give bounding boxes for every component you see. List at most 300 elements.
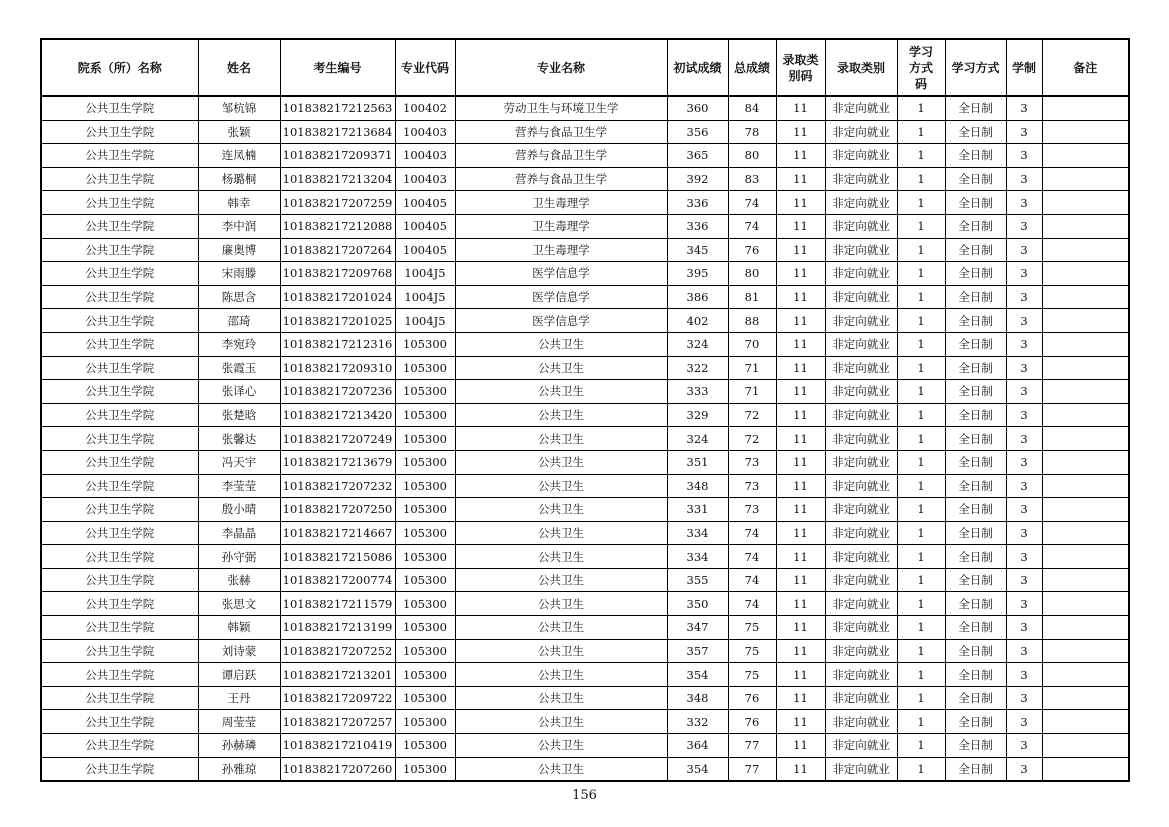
cell-exam-id: 101838217211579 bbox=[280, 592, 395, 616]
cell-study-mode-code: 1 bbox=[897, 380, 945, 404]
cell-study-mode: 全日制 bbox=[945, 356, 1006, 380]
cell-admission-type-code: 11 bbox=[776, 639, 825, 663]
cell-duration: 3 bbox=[1006, 734, 1042, 758]
cell-exam-id: 101838217212316 bbox=[280, 332, 395, 356]
cell-admission-type: 非定向就业 bbox=[825, 686, 897, 710]
cell-study-mode-code: 1 bbox=[897, 710, 945, 734]
cell-department: 公共卫生学院 bbox=[41, 568, 198, 592]
cell-major-code: 100405 bbox=[395, 191, 455, 215]
cell-total-score: 73 bbox=[728, 474, 776, 498]
cell-major-name: 卫生毒理学 bbox=[455, 191, 667, 215]
cell-total-score: 72 bbox=[728, 427, 776, 451]
cell-admission-type-code: 11 bbox=[776, 356, 825, 380]
cell-admission-type-code: 11 bbox=[776, 96, 825, 120]
cell-admission-type-code: 11 bbox=[776, 144, 825, 168]
cell-study-mode-code: 1 bbox=[897, 356, 945, 380]
cell-exam-id: 101838217207250 bbox=[280, 498, 395, 522]
cell-study-mode: 全日制 bbox=[945, 96, 1006, 120]
cell-initial-score: 351 bbox=[667, 450, 728, 474]
cell-admission-type-code: 11 bbox=[776, 734, 825, 758]
cell-total-score: 88 bbox=[728, 309, 776, 333]
cell-duration: 3 bbox=[1006, 521, 1042, 545]
cell-name: 孙守弼 bbox=[198, 545, 280, 569]
cell-name: 李中润 bbox=[198, 214, 280, 238]
cell-major-name: 卫生毒理学 bbox=[455, 214, 667, 238]
cell-major-code: 105300 bbox=[395, 474, 455, 498]
cell-duration: 3 bbox=[1006, 167, 1042, 191]
cell-department: 公共卫生学院 bbox=[41, 285, 198, 309]
cell-study-mode: 全日制 bbox=[945, 757, 1006, 781]
table-row bbox=[41, 285, 1129, 309]
cell-name: 张馨达 bbox=[198, 427, 280, 451]
cell-major-name: 医学信息学 bbox=[455, 309, 667, 333]
cell-remarks bbox=[1042, 380, 1129, 404]
cell-major-code: 105300 bbox=[395, 403, 455, 427]
cell-study-mode: 全日制 bbox=[945, 167, 1006, 191]
cell-name: 李莹莹 bbox=[198, 474, 280, 498]
cell-duration: 3 bbox=[1006, 144, 1042, 168]
cell-major-code: 105300 bbox=[395, 686, 455, 710]
cell-study-mode-code: 1 bbox=[897, 403, 945, 427]
cell-major-code: 105300 bbox=[395, 663, 455, 687]
cell-duration: 3 bbox=[1006, 96, 1042, 120]
cell-initial-score: 345 bbox=[667, 238, 728, 262]
cell-remarks bbox=[1042, 710, 1129, 734]
cell-study-mode-code: 1 bbox=[897, 120, 945, 144]
cell-study-mode-code: 1 bbox=[897, 332, 945, 356]
cell-remarks bbox=[1042, 332, 1129, 356]
cell-remarks bbox=[1042, 356, 1129, 380]
cell-admission-type: 非定向就业 bbox=[825, 592, 897, 616]
cell-remarks bbox=[1042, 568, 1129, 592]
cell-name: 韩颖 bbox=[198, 616, 280, 640]
cell-major-name: 公共卫生 bbox=[455, 356, 667, 380]
cell-remarks bbox=[1042, 592, 1129, 616]
cell-total-score: 76 bbox=[728, 686, 776, 710]
cell-study-mode-code: 1 bbox=[897, 545, 945, 569]
cell-remarks bbox=[1042, 663, 1129, 687]
cell-major-code: 105300 bbox=[395, 521, 455, 545]
cell-study-mode-code: 1 bbox=[897, 474, 945, 498]
cell-study-mode: 全日制 bbox=[945, 403, 1006, 427]
cell-major-name: 公共卫生 bbox=[455, 427, 667, 451]
cell-duration: 3 bbox=[1006, 191, 1042, 215]
header-row bbox=[41, 39, 1129, 96]
cell-major-name: 医学信息学 bbox=[455, 285, 667, 309]
cell-admission-type: 非定向就业 bbox=[825, 545, 897, 569]
cell-duration: 3 bbox=[1006, 592, 1042, 616]
column-header-major-name: 专业名称 bbox=[455, 39, 667, 96]
cell-major-name: 公共卫生 bbox=[455, 734, 667, 758]
cell-admission-type: 非定向就业 bbox=[825, 285, 897, 309]
cell-major-name: 公共卫生 bbox=[455, 592, 667, 616]
cell-total-score: 75 bbox=[728, 663, 776, 687]
cell-initial-score: 364 bbox=[667, 734, 728, 758]
cell-department: 公共卫生学院 bbox=[41, 498, 198, 522]
cell-duration: 3 bbox=[1006, 639, 1042, 663]
cell-major-code: 100405 bbox=[395, 238, 455, 262]
column-header-admission-type: 录取类别 bbox=[825, 39, 897, 96]
cell-name: 宋雨滕 bbox=[198, 262, 280, 286]
cell-total-score: 80 bbox=[728, 262, 776, 286]
cell-major-name: 公共卫生 bbox=[455, 474, 667, 498]
cell-initial-score: 350 bbox=[667, 592, 728, 616]
cell-initial-score: 324 bbox=[667, 332, 728, 356]
cell-name: 陈思含 bbox=[198, 285, 280, 309]
column-header-major-code: 专业代码 bbox=[395, 39, 455, 96]
cell-major-name: 营养与食品卫生学 bbox=[455, 144, 667, 168]
cell-study-mode-code: 1 bbox=[897, 568, 945, 592]
cell-study-mode-code: 1 bbox=[897, 427, 945, 451]
cell-study-mode-code: 1 bbox=[897, 285, 945, 309]
cell-initial-score: 347 bbox=[667, 616, 728, 640]
cell-study-mode: 全日制 bbox=[945, 545, 1006, 569]
cell-major-code: 105300 bbox=[395, 568, 455, 592]
column-header-duration: 学制 bbox=[1006, 39, 1042, 96]
cell-admission-type-code: 11 bbox=[776, 521, 825, 545]
cell-major-code: 105300 bbox=[395, 450, 455, 474]
cell-name: 连凤楠 bbox=[198, 144, 280, 168]
cell-duration: 3 bbox=[1006, 356, 1042, 380]
column-header-study-mode-code: 学习方式码 bbox=[897, 39, 945, 96]
cell-name: 冯天宇 bbox=[198, 450, 280, 474]
column-header-exam-id: 考生编号 bbox=[280, 39, 395, 96]
cell-exam-id: 101838217213204 bbox=[280, 167, 395, 191]
table-row bbox=[41, 356, 1129, 380]
cell-department: 公共卫生学院 bbox=[41, 663, 198, 687]
cell-admission-type: 非定向就业 bbox=[825, 214, 897, 238]
cell-major-code: 105300 bbox=[395, 380, 455, 404]
cell-total-score: 75 bbox=[728, 639, 776, 663]
table-row bbox=[41, 96, 1129, 120]
cell-study-mode: 全日制 bbox=[945, 592, 1006, 616]
cell-duration: 3 bbox=[1006, 214, 1042, 238]
cell-major-code: 105300 bbox=[395, 734, 455, 758]
cell-major-name: 公共卫生 bbox=[455, 521, 667, 545]
cell-initial-score: 360 bbox=[667, 96, 728, 120]
cell-admission-type-code: 11 bbox=[776, 120, 825, 144]
cell-admission-type: 非定向就业 bbox=[825, 238, 897, 262]
cell-name: 李晶晶 bbox=[198, 521, 280, 545]
table-row bbox=[41, 521, 1129, 545]
cell-major-name: 公共卫生 bbox=[455, 639, 667, 663]
cell-study-mode-code: 1 bbox=[897, 592, 945, 616]
cell-total-score: 76 bbox=[728, 238, 776, 262]
table-row bbox=[41, 167, 1129, 191]
cell-duration: 3 bbox=[1006, 380, 1042, 404]
cell-admission-type-code: 11 bbox=[776, 545, 825, 569]
cell-major-name: 公共卫生 bbox=[455, 686, 667, 710]
cell-department: 公共卫生学院 bbox=[41, 144, 198, 168]
cell-remarks bbox=[1042, 214, 1129, 238]
table-row bbox=[41, 568, 1129, 592]
cell-admission-type-code: 11 bbox=[776, 380, 825, 404]
cell-major-name: 公共卫生 bbox=[455, 663, 667, 687]
cell-admission-type: 非定向就业 bbox=[825, 96, 897, 120]
cell-admission-type-code: 11 bbox=[776, 332, 825, 356]
cell-admission-type: 非定向就业 bbox=[825, 167, 897, 191]
cell-major-name: 公共卫生 bbox=[455, 616, 667, 640]
cell-major-name: 公共卫生 bbox=[455, 710, 667, 734]
cell-name: 孙赫璘 bbox=[198, 734, 280, 758]
cell-major-code: 1004J5 bbox=[395, 262, 455, 286]
admission-list-sheet bbox=[40, 38, 1128, 782]
cell-study-mode: 全日制 bbox=[945, 144, 1006, 168]
cell-duration: 3 bbox=[1006, 238, 1042, 262]
cell-admission-type: 非定向就业 bbox=[825, 332, 897, 356]
cell-name: 殷小晴 bbox=[198, 498, 280, 522]
cell-remarks bbox=[1042, 734, 1129, 758]
cell-department: 公共卫生学院 bbox=[41, 545, 198, 569]
cell-study-mode: 全日制 bbox=[945, 474, 1006, 498]
cell-major-name: 营养与食品卫生学 bbox=[455, 167, 667, 191]
cell-exam-id: 101838217209768 bbox=[280, 262, 395, 286]
cell-major-code: 105300 bbox=[395, 427, 455, 451]
cell-name: 谭启跃 bbox=[198, 663, 280, 687]
cell-initial-score: 392 bbox=[667, 167, 728, 191]
cell-study-mode-code: 1 bbox=[897, 96, 945, 120]
cell-major-name: 公共卫生 bbox=[455, 545, 667, 569]
cell-study-mode-code: 1 bbox=[897, 262, 945, 286]
cell-department: 公共卫生学院 bbox=[41, 686, 198, 710]
cell-remarks bbox=[1042, 120, 1129, 144]
cell-admission-type: 非定向就业 bbox=[825, 427, 897, 451]
cell-department: 公共卫生学院 bbox=[41, 450, 198, 474]
cell-admission-type: 非定向就业 bbox=[825, 521, 897, 545]
cell-major-name: 劳动卫生与环境卫生学 bbox=[455, 96, 667, 120]
cell-department: 公共卫生学院 bbox=[41, 356, 198, 380]
table-row bbox=[41, 120, 1129, 144]
cell-duration: 3 bbox=[1006, 262, 1042, 286]
cell-study-mode-code: 1 bbox=[897, 309, 945, 333]
cell-major-code: 100403 bbox=[395, 167, 455, 191]
cell-name: 张楚晗 bbox=[198, 403, 280, 427]
cell-admission-type: 非定向就业 bbox=[825, 309, 897, 333]
cell-major-name: 公共卫生 bbox=[455, 403, 667, 427]
cell-admission-type: 非定向就业 bbox=[825, 639, 897, 663]
cell-initial-score: 356 bbox=[667, 120, 728, 144]
cell-exam-id: 101838217212563 bbox=[280, 96, 395, 120]
cell-remarks bbox=[1042, 450, 1129, 474]
cell-department: 公共卫生学院 bbox=[41, 757, 198, 781]
cell-study-mode-code: 1 bbox=[897, 167, 945, 191]
cell-department: 公共卫生学院 bbox=[41, 262, 198, 286]
table-row bbox=[41, 474, 1129, 498]
cell-study-mode: 全日制 bbox=[945, 332, 1006, 356]
cell-exam-id: 101838217209722 bbox=[280, 686, 395, 710]
cell-total-score: 74 bbox=[728, 521, 776, 545]
cell-study-mode: 全日制 bbox=[945, 734, 1006, 758]
cell-exam-id: 101838217201024 bbox=[280, 285, 395, 309]
cell-admission-type-code: 11 bbox=[776, 309, 825, 333]
cell-remarks bbox=[1042, 167, 1129, 191]
cell-major-name: 公共卫生 bbox=[455, 450, 667, 474]
cell-exam-id: 101838217213201 bbox=[280, 663, 395, 687]
table-row bbox=[41, 238, 1129, 262]
table-row bbox=[41, 214, 1129, 238]
cell-exam-id: 101838217213420 bbox=[280, 403, 395, 427]
cell-initial-score: 336 bbox=[667, 191, 728, 215]
cell-initial-score: 334 bbox=[667, 545, 728, 569]
cell-admission-type-code: 11 bbox=[776, 262, 825, 286]
cell-name: 韩幸 bbox=[198, 191, 280, 215]
cell-department: 公共卫生学院 bbox=[41, 616, 198, 640]
cell-duration: 3 bbox=[1006, 757, 1042, 781]
cell-initial-score: 348 bbox=[667, 686, 728, 710]
cell-department: 公共卫生学院 bbox=[41, 167, 198, 191]
column-header-remarks: 备注 bbox=[1042, 39, 1129, 96]
column-header-study-mode: 学习方式 bbox=[945, 39, 1006, 96]
cell-study-mode: 全日制 bbox=[945, 380, 1006, 404]
cell-study-mode-code: 1 bbox=[897, 521, 945, 545]
cell-exam-id: 101838217207252 bbox=[280, 639, 395, 663]
cell-department: 公共卫生学院 bbox=[41, 120, 198, 144]
cell-total-score: 76 bbox=[728, 710, 776, 734]
cell-initial-score: 357 bbox=[667, 639, 728, 663]
cell-exam-id: 101838217214667 bbox=[280, 521, 395, 545]
cell-total-score: 71 bbox=[728, 356, 776, 380]
cell-admission-type: 非定向就业 bbox=[825, 734, 897, 758]
cell-major-code: 105300 bbox=[395, 332, 455, 356]
cell-exam-id: 101838217209310 bbox=[280, 356, 395, 380]
cell-remarks bbox=[1042, 498, 1129, 522]
cell-initial-score: 332 bbox=[667, 710, 728, 734]
cell-department: 公共卫生学院 bbox=[41, 214, 198, 238]
cell-admission-type-code: 11 bbox=[776, 450, 825, 474]
cell-department: 公共卫生学院 bbox=[41, 96, 198, 120]
cell-exam-id: 101838217207260 bbox=[280, 757, 395, 781]
cell-study-mode: 全日制 bbox=[945, 309, 1006, 333]
cell-admission-type-code: 11 bbox=[776, 167, 825, 191]
cell-remarks bbox=[1042, 686, 1129, 710]
cell-initial-score: 365 bbox=[667, 144, 728, 168]
cell-name: 张译心 bbox=[198, 380, 280, 404]
cell-total-score: 81 bbox=[728, 285, 776, 309]
cell-admission-type: 非定向就业 bbox=[825, 757, 897, 781]
cell-name: 邹杭锦 bbox=[198, 96, 280, 120]
cell-study-mode-code: 1 bbox=[897, 663, 945, 687]
cell-total-score: 73 bbox=[728, 498, 776, 522]
table-row bbox=[41, 262, 1129, 286]
cell-duration: 3 bbox=[1006, 568, 1042, 592]
cell-initial-score: 322 bbox=[667, 356, 728, 380]
table-row bbox=[41, 144, 1129, 168]
table-row bbox=[41, 639, 1129, 663]
cell-major-code: 105300 bbox=[395, 757, 455, 781]
cell-major-code: 100403 bbox=[395, 120, 455, 144]
cell-total-score: 77 bbox=[728, 734, 776, 758]
cell-study-mode: 全日制 bbox=[945, 498, 1006, 522]
table-row bbox=[41, 450, 1129, 474]
cell-admission-type-code: 11 bbox=[776, 498, 825, 522]
cell-admission-type: 非定向就业 bbox=[825, 380, 897, 404]
cell-duration: 3 bbox=[1006, 474, 1042, 498]
cell-remarks bbox=[1042, 474, 1129, 498]
cell-major-name: 公共卫生 bbox=[455, 498, 667, 522]
cell-admission-type-code: 11 bbox=[776, 474, 825, 498]
cell-initial-score: 331 bbox=[667, 498, 728, 522]
column-header-department: 院系（所）名称 bbox=[41, 39, 198, 96]
cell-duration: 3 bbox=[1006, 403, 1042, 427]
cell-department: 公共卫生学院 bbox=[41, 238, 198, 262]
cell-initial-score: 354 bbox=[667, 757, 728, 781]
cell-exam-id: 101838217200774 bbox=[280, 568, 395, 592]
table-row bbox=[41, 332, 1129, 356]
cell-total-score: 80 bbox=[728, 144, 776, 168]
cell-name: 邵琦 bbox=[198, 309, 280, 333]
cell-duration: 3 bbox=[1006, 332, 1042, 356]
cell-department: 公共卫生学院 bbox=[41, 427, 198, 451]
table-row bbox=[41, 380, 1129, 404]
cell-admission-type: 非定向就业 bbox=[825, 568, 897, 592]
cell-major-code: 105300 bbox=[395, 639, 455, 663]
cell-study-mode-code: 1 bbox=[897, 238, 945, 262]
cell-exam-id: 101838217207249 bbox=[280, 427, 395, 451]
page-number: 156 bbox=[572, 788, 597, 803]
cell-remarks bbox=[1042, 238, 1129, 262]
cell-exam-id: 101838217215086 bbox=[280, 545, 395, 569]
cell-remarks bbox=[1042, 757, 1129, 781]
admission-table bbox=[40, 38, 1130, 782]
cell-initial-score: 355 bbox=[667, 568, 728, 592]
table-body bbox=[41, 96, 1129, 781]
cell-study-mode: 全日制 bbox=[945, 238, 1006, 262]
cell-name: 王丹 bbox=[198, 686, 280, 710]
cell-study-mode-code: 1 bbox=[897, 639, 945, 663]
cell-department: 公共卫生学院 bbox=[41, 191, 198, 215]
cell-remarks bbox=[1042, 191, 1129, 215]
cell-remarks bbox=[1042, 144, 1129, 168]
cell-admission-type-code: 11 bbox=[776, 686, 825, 710]
cell-name: 张思文 bbox=[198, 592, 280, 616]
cell-initial-score: 334 bbox=[667, 521, 728, 545]
cell-total-score: 78 bbox=[728, 120, 776, 144]
cell-remarks bbox=[1042, 403, 1129, 427]
column-header-admission-type-code: 录取类别码 bbox=[776, 39, 825, 96]
cell-duration: 3 bbox=[1006, 710, 1042, 734]
cell-initial-score: 329 bbox=[667, 403, 728, 427]
cell-name: 杨璐桐 bbox=[198, 167, 280, 191]
cell-name: 孙雅琼 bbox=[198, 757, 280, 781]
cell-major-code: 1004J5 bbox=[395, 309, 455, 333]
cell-name: 李宛玲 bbox=[198, 332, 280, 356]
cell-duration: 3 bbox=[1006, 616, 1042, 640]
cell-study-mode: 全日制 bbox=[945, 568, 1006, 592]
cell-department: 公共卫生学院 bbox=[41, 380, 198, 404]
cell-admission-type-code: 11 bbox=[776, 238, 825, 262]
cell-initial-score: 354 bbox=[667, 663, 728, 687]
cell-admission-type: 非定向就业 bbox=[825, 498, 897, 522]
cell-remarks bbox=[1042, 427, 1129, 451]
cell-duration: 3 bbox=[1006, 686, 1042, 710]
cell-department: 公共卫生学院 bbox=[41, 309, 198, 333]
cell-department: 公共卫生学院 bbox=[41, 592, 198, 616]
cell-study-mode: 全日制 bbox=[945, 285, 1006, 309]
cell-study-mode: 全日制 bbox=[945, 120, 1006, 144]
table-row bbox=[41, 498, 1129, 522]
cell-total-score: 74 bbox=[728, 191, 776, 215]
table-row bbox=[41, 427, 1129, 451]
cell-admission-type: 非定向就业 bbox=[825, 403, 897, 427]
cell-remarks bbox=[1042, 545, 1129, 569]
cell-exam-id: 101838217207259 bbox=[280, 191, 395, 215]
cell-initial-score: 386 bbox=[667, 285, 728, 309]
cell-study-mode: 全日制 bbox=[945, 214, 1006, 238]
cell-admission-type-code: 11 bbox=[776, 214, 825, 238]
cell-study-mode: 全日制 bbox=[945, 710, 1006, 734]
cell-department: 公共卫生学院 bbox=[41, 403, 198, 427]
cell-total-score: 70 bbox=[728, 332, 776, 356]
